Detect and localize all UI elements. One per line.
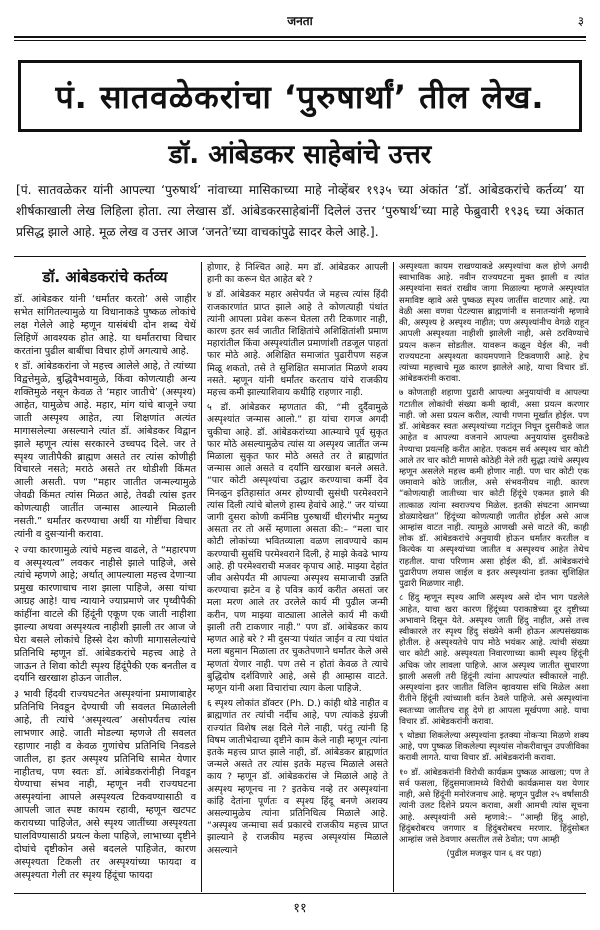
header-rule (14, 36, 586, 38)
footer-rule (14, 893, 586, 894)
column-2 (207, 262, 388, 860)
continuation-note: (पुढील मजकूर पान ६ वर पहा) (446, 849, 542, 860)
paragraph: होणार, हे निश्चित आहे. मग डॉ. आंबेडकर आपली हानी का करून घेत आहेत बरे ? (207, 262, 388, 286)
column-divider (201, 262, 202, 892)
paragraph: अस्पृश्यता कायम राखण्याकडे अस्पृश्यांचा कल होणे अगदी स्वाभाविक आहे. नवीन राज्यघटना मुक्त झाली व त्यांत अस्पृश्यांना सवतं राखीव जागा मिळाल्या म्हणजे अस्पृश्यांत समाविष्ट व्हावे असे पुष्कळ स्पृश्य जातींस वाटणार आहे. त्या वेळी असा वणवा पेटल्यास ब्राह्मणांनी व सनातन्यांनी म्हणावे की, अस्पृश्य हे अस्पृश्य नाहीत; पण अस्पृश्यांनीच वेगळे राहून आपली अस्पृश्यता नाहीशी झालेली नाही, असे ठरविण्याचे प्रयत्न करून सोडतील. यावरून कळून येईल की, नवी राज्यघटना अस्पृश्यता कायमपणाने टिकवणारी आहे. हेच त्यांच्या महत्त्वाचे मूळ कारण झालेले आहे, याचा विचार डॉ. आंबेडकरांनी करावा. (399, 262, 589, 385)
paragraph: डॉ. आंबेडकर यांनी ‘धर्मांतर करतो’ असे जाहीर सभेत सांगितल्यामुळे या विधानाकडे पुष्कळ लोकांचे लक्ष गेलेले आहे म्हणून यासंबंधी दोन शब्द येथें लिहिणें आवश्यक होत आहे. या धर्मांतराचा विचार करतांना पुढील बाबींचा विचार होणें अगत्याचे आहे. (14, 294, 196, 357)
paragraph: ४ डॉ. आंबेडकर महार असेपर्यंत जे महत्त्व त्यांस हिंदी राजकारणांत प्राप्त झाले आहे ते कोणत्याही पंथांत त्यांनी आपला प्रवेश करून घेतला तरी टिकणार नाही, कारण इतर सर्व जातीत शिक्षितांचे अशिक्षितांशी प्रमाण महारांतील किंवा अस्पृश्यांतील प्रमाणांशी तडजूल पाहतां फार मोठे आहे. अशिक्षित समाजांत पुढारीपण सहज मिळू शकतो, तसे ते सुशिक्षित समाजांत मिळणे शक्य नसते. म्हणून यांनी धर्मांतर करताच यांचे राजकीय महत्त्व कमी झाल्याशिवाय कधीहि राहणार नाही. (207, 289, 388, 399)
paragraph: ८ हिंदु म्हणून स्पृश्य आणि अस्पृश्य असे दोन भाग पडलेले आहेत, याचा खरा कारण हिंदूंच्या पराकाष्ठेच्या दूर दृष्टीच्या अभावाने दिसून येते. अस्पृश्य जाती हिंदु नाहीत, असे तत्त्व स्वीकारले तर स्पृश्य हिंदु संख्येने कमी होऊन अल्पसंख्याक होतील. हे अस्पृश्यतेचे पाप मोठे भयंकर आहे. त्यांची संख्या चार कोटी आहे. अस्पृश्यता निवारणाच्या कामी स्पृश्य हिंदूंनी अधिक जोर लावला पाहिजे. आज अस्पृश्य जातीत सुधारणा झाली असली तरी हिंदूंनी त्यांना आपल्यांत स्वीकारले नाही. अस्पृश्यांना इतर जातीत विलिन व्हावयास संधि मिळेल अशा रीतीने हिंदूंनी त्यांच्याशी वर्तन ठेवले पाहिजे. असे अस्पृश्यांना स्वतःच्या जातीतच राहू देणे हा आपला मूर्खपणा आहे. याचा विचार डॉ. आंबेडकरांनी करावा. (399, 593, 589, 727)
paragraph: २ ज्या कारणामुळे त्यांचे महत्त्व वाढले, ते “महारपण व अस्पृश्यत्व” लवकर नाहीसे झाले पाहिजे, असे त्यांचे म्हणणे आहे; अर्थात् आपल्याला महत्त्व देणाऱ्या प्रमुख कारणाचाच नाश झाला पाहिजे, असा यांचा आग्रह आहे! याच न्यायाने ज्याप्रमाणे जर पृथ्वीपैकी कांहींना वाटले की हिंदूंनी एकूण एक जाती नाहीशा झाल्या अथवा अस्पृश्यत्व नाहीशी झाली तर आज जे घेरा बसले लोकांचे हिस्से देश कोणी मागासलेल्यांचे प्रतिनिधि म्हणून डॉ. आंबेडकरांचे महत्त्व आहे ते जाऊन ते शिवा कोटी स्पृश्य हिंदूंपैकी एक बनतील व दर्यांनि खरखाश होऊन जातील. (14, 544, 196, 685)
header-rule-thin (14, 40, 586, 41)
paragraph: १ डॉ. आंबेडकरांना जे महत्त्व आलेले आहे, ते त्यांच्या विद्वत्तेमुळे, बुद्धिवैभवामुळे, किंवा कोणत्याही अन्य शक्तिमुळे नसून केवळ ते ‘महार जातीचे’ (अस्पृश्य) आहेत, यामुळेच आहे. महार, मांग यांचे बाजूने ज्या जाती अस्पृश्य आहेत, त्या शिक्षणांत अत्यंत मागासलेल्या असल्याने त्यांत डॉ. आंबेडकर विद्वान झाले म्हणून त्यांस सरकारने उच्चपद दिले. जर ते स्पृश्य जातीपैकी ब्राह्मण असते तर त्यांस कोणीही विचारले नसते; मराठे असते तर थोडीशी किंमत आली असती. पण “महार जातीत जन्मल्यामुळे जेवढी किंमत त्यांस मिळत आहे, तेवढी त्यांस इतर कोणत्याही जातींत जन्मास आल्याने मिळाली नसती.” धर्मांतर करण्याचा अर्थी या गोष्टींचा विचार त्यांनी व दुसऱ्यांनी करावा. (14, 361, 196, 540)
page-number: ३ (577, 14, 584, 28)
running-header (14, 12, 586, 34)
column-3 (399, 262, 589, 863)
paragraph: ३ भावी हिंदवी राज्यघटनेत अस्पृश्यांना प्रमाणाबाहेर प्रतिनिधि निवडून देण्याची जी सवलत मिळालेली आहे, ती त्यांचे ‘अस्पृश्यत्व’ असोपर्यंतच त्यांस लाभणार आहे. जाती मोडल्या म्हणजे ती सवलत रहाणार नाही व केवळ गुणांचेच प्रतिनिधि निवडले जातील, हा इतर अस्पृश्य प्रतिनिधि सामेत येणार नाहीतच, पण स्वतः डॉ. आंबेडकरांनीही निवडून येण्याचा संभव नाही, म्हणून नवी राज्यघटना अस्पृश्यांना आपले अस्पृश्यत्व टिकवण्यासाठी व आपली जात स्पष्ट कायम रहावी, म्हणून खटपट करायच्या पाहिजेत, असे स्पृश्य जातींच्या अस्पृश्यता घालविण्यासाठी प्रयत्न केला पाहिजे, लाभाच्या दृष्टीने दोघांचे दृष्टीकोन असे बदलले पाहिजेत, कारण अस्पृश्यता टिकली तर अस्पृश्यांच्या फायदा व अस्पृश्यता गेली तर स्पृश्य हिंदूंचा फायदा (14, 689, 196, 881)
footer-folio: ११ (293, 901, 307, 916)
editor-intro: [पं. सातवळेकर यांनी आपल्या ‘पुरुषार्थ’ नांवाच्या मासिकाच्या माहे नोव्हेंबर १९३५ च्या अंकांत ‘डॉ. आंबेडकरांचे कर्तव्य’ या शीर्षकाखाली लेख लिहिला होता. त्या लेखास डॉ. आंबेडकरसाहेबांनीं दिलेलं उत्तर ‘पुरुषार्थ’च्या माहे फेब्रुवारी १९३६ च्या अंकात प्रसिद्ध झाले आहे. मूळ लेख व उत्तर आज ‘जनते’च्या वाचकांपुढे सादर केले आहे.]. (16, 183, 584, 239)
paragraph: ७ कोणताही शहाणा पुढारी आपल्या अनुयायांची व आपल्या गटातील लोकांची संख्या कमी व्हावी, असा प्रयत्न करणार नाही. जो असा प्रयत्न करील, त्याची गणना मूर्खांत होईल. पण डॉ. आंबेडकर स्वतः अस्पृश्यांच्या गटांतून निघून दुसरीकडे जात आहेत व आपल्या वजनाने आपल्या अनुयायांस दुसरीकडे नेण्याचा प्रयत्नहि करीत आहेत. एकदम सर्व अस्पृश्य चार कोटी आले तर चार कोटी माणसे कोठेही नेले तरी सुद्धा त्यांचे अस्पृश्य म्हणून असलेले महत्त्व कमी होणार नाही. पण चार कोटी एक जमावाने कोठे जातील, असे संभवनीयच नाही. कारण “कोणत्याही जातीच्या चार कोटी हिंदूंचे एकमत झाले की तात्काळ त्यांना स्वराज्यच मिळेल. इतकी संघटना आमच्या डोळ्यादेखत” हिंदूंच्या कोणत्याही जातीत होईल असे आज आम्हांस वाटत नाही. त्यामुळे आणखी असे वाटते की, काही लोक डॉ. आंबेडकरांचे अनुयायी होऊन धर्मांतर करतील व कित्येक या अस्पृश्यांच्या जातीत व अस्पृश्यच आहेत तेथेच राहतील. याचा परिणाम असा होईल की, डॉ. आंबेडकरांचे पुढारीपण लयास जाईल व इतर अस्पृश्यांना इतका सुशिक्षित पुढारी मिळणार नाही. (399, 388, 589, 590)
paragraph: १० डॉ. आंबेडकरांनी विरोधी कार्यक्रम पुष्कळ आखला; पण ते सर्व फसला, हिंदुसमाजामध्ये विरोधी कार्यक्रमास यश येणार नाही, असे हिंदूंनी मनोरंजनाच आहे. म्हणून पुढील २५ वर्षांसाठी त्यांनी उलट दिशेने प्रयत्न करावा, अशी आमची त्यांस सूचना आहे. अस्पृश्यांनी असे म्हणावे:– “आम्ही हिंदु आहो, हिंदुंबरोबरच जगणार व हिंदुंबरोबरच मरणार. हिंदुंसोबत आम्हांस जसे ठेवणार असतील तसे ठेवोत; पण आम्ही (399, 767, 589, 845)
paragraph: ५ डॉ. आंबेडकर म्हणतात की, “मी दुर्दैवामुळे अस्पृश्यांत जन्मास आलो.” हा यांचा रागज अगदी चुकीचा आहे. डॉ. आंबेडकरांच्या आत्म्याचे पूर्व सुकृत फार मोठे असल्यामुळेच त्यांस या अस्पृश्य जातींत जन्म मिळाला सुकृत फार मोठे असते तर ते ब्राह्मणांत जन्मास आले असते व दर्यांनि खरखाश बनले असते. “पार कोटी अस्पृश्यांचा उद्धार करण्याचा कर्मी देव मिनळुन इतिहासांत अमर होण्याची सुसंधी परमेश्वराने त्यांस दिली त्यांचे बोलणे हास्य हेवांचे आहे.” जर यांच्या जागी दुसरा कोणी कर्मनिष्ठ पुरुषार्थी धीरगंभीर मनुष्य असता तर तो असें म्हणाला असता की:– “मला चार कोटी लोकांच्या भवितव्याला वळण लावण्याचे काम करण्याची सुसंधि परमेश्वराने दिली, हे माझे केवढे भाग्य आहे. ही परमेश्वराची मजवर कृपाच आहे. माझ्या देहांत जीव असेपर्यंत मी आपल्या अस्पृश्य समाजाची उन्नति करण्याचा झटेन व हे पवित्र कार्य करीत असतां जर मला मरण आले तर उरलेले कार्य मी पुढील जन्मी करीन, पण माझ्या वाट्याला आलेले कार्य मी कधी झाली तरी टाकणार नाही.” पण डॉ. आंबेडकर काय म्हणत आहे बरे ? मी दुसऱ्या पंथांत जाईन व त्या पंथांत मला बहुमान मिळाला तर चुकतेपणाने धर्मांतर केले असे म्हणतां येणार नाही. पण तसे न होतां केवळ ते त्याचे बुद्धिदोष दर्शविणारे आहे, असे ही आम्हास वाटते. म्हणून यांनी अशा विचारांचा त्याग केला पाहिजे. (207, 402, 388, 694)
paragraph: ६ स्पृश्य लोकांत डॉक्टर (Ph. D.) कांही थोडे नाहीत व ब्राह्मणांत तर त्यांची नर्दीच आहे, पण त्यांकडे इंग्रजी राज्यांत विशेष लक्ष दिले गेले नाही, परंतु त्यांनी हि विषम जातीभेदाच्या दृष्टीने काम केले नाही म्हणून त्यांना इतके महत्त्व प्राप्त झाले नाही, डॉ. आंबेडकर ब्राह्मणांत जन्मले असते तर त्यांस इतके महत्त्व मिळाले असते काय ? म्हणून डॉ. आंबेडकरांस जे मिळाले आहे ते अस्पृश्य म्हणूनच ना ? इतकेच नव्हे तर अस्पृश्यांना कांहि देतांना पूर्णतः व स्पृश्य हिंदू बनणे अशक्य असल्यामुळेच त्यांना प्रतिनिधित्व मिळाले आहे. “अस्पृश्य जन्माचा सर्व प्रकारचे राजकीय महत्त्व प्राप्त झाल्याने हे राजकीय महत्त्व अस्पृश्यांस मिळाले असल्याने (207, 698, 388, 856)
column-heading: डॉ. आंबेडकरांचे कर्तव्य (42, 268, 168, 286)
newspaper-name: जनता (287, 14, 313, 28)
column-divider (393, 262, 394, 892)
headline-box: पं. सातवळेकरांचा ‘पुरुषार्थां’ तील लेख. (18, 60, 582, 132)
column-1 (14, 262, 196, 885)
subheadline: डॉ. आंबेडकर साहेबांचे उत्तर (168, 140, 432, 170)
intro-rule (14, 256, 586, 257)
paragraph: ९ थोड्या शिकलेल्या अस्पृश्यांना इतक्या नोकऱ्या मिळणे शक्य आहे, पण पुष्कळ शिकलेल्या स्पृश्यांस नोकरीवाचून उपजीविका करावी लागते. याचा विचार डॉ. आंबेडकरांनी करावा. (399, 730, 589, 764)
